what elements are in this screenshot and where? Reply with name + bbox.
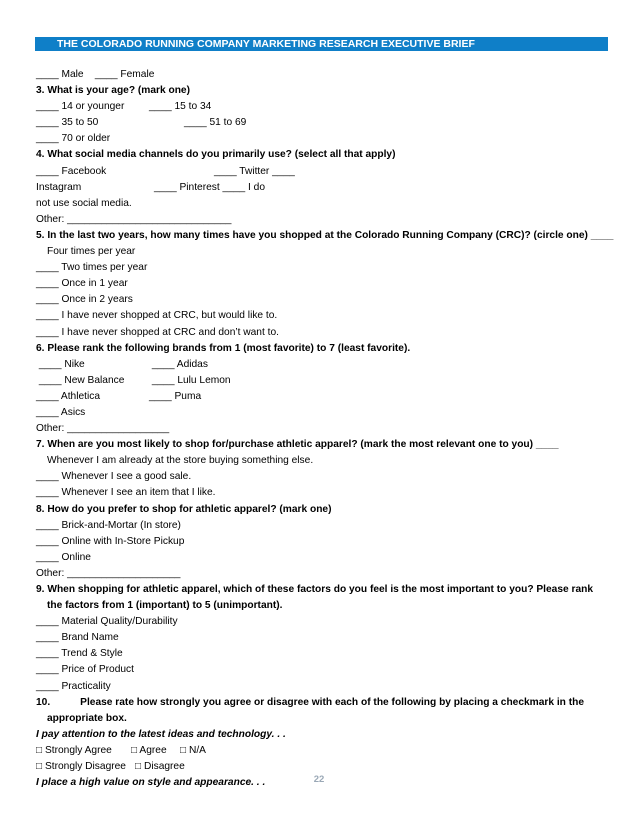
q10-rating-row-1 [36, 743, 606, 759]
q4-pinterest-option: ____ Pinterest ____ I do [154, 181, 266, 193]
q4-row-2 [36, 180, 606, 196]
q10-question-block [36, 695, 606, 727]
q5-option: ____ I have never shopped at CRC and don’t want to. [36, 326, 279, 338]
q4-none-continued: not use social media. [36, 197, 132, 209]
q5-option: ____ I have never shopped at CRC, but would like to. [36, 310, 278, 322]
q10-agree-option: □ Agree [131, 744, 167, 756]
q5-option: ____ Once in 1 year [36, 278, 128, 290]
q3-question: 3. What is your age? (mark one) [36, 85, 190, 97]
document-header-banner: THE COLORADO RUNNING COMPANY MARKETING RESEARCH EXECUTIVE BRIEF [35, 37, 608, 51]
q6-brand-row [36, 389, 606, 405]
q7-question: 7. When are you most likely to shop for/purchase athletic apparel? (mark the most relevant one to you) ____ [36, 439, 559, 451]
q6-question: 6. Please rank the following brands from 1 (most favorite) to 7 (least favorite). [36, 342, 411, 354]
q5-option: ____ Two times per year [36, 262, 148, 274]
q4-twitter-option: ____ Twitter ____ [214, 165, 295, 177]
q4-question: 4. What social media channels do you primarily use? (select all that apply) [36, 149, 396, 161]
q10-statement-1: I pay attention to the latest ideas and technology. . . [36, 728, 286, 740]
q6-other-field: Other: __________________ [36, 423, 170, 435]
q6-brand-option: ____ Nike [38, 358, 85, 370]
q5-question-continued: Four times per year [47, 246, 136, 258]
q5-option: ____ Once in 2 years [36, 294, 133, 306]
q5-question: 5. In the last two years, how many times have you shopped at the Colorado Running Company (CRC)? (circle one) ____ [36, 229, 614, 241]
q3-option: ____ 51 to 69 [184, 117, 247, 129]
q6-brand-option: ____ Athletica [36, 390, 101, 402]
q9-option: ____ Trend & Style [36, 648, 123, 660]
q10-statement-2: I place a high value on style and appearance. . . [36, 777, 266, 789]
q10-rating-row-2 [36, 759, 606, 775]
q6-brand-row [36, 357, 606, 373]
page-number: 22 [313, 774, 325, 785]
q7-option: ____ Whenever I see a good sale. [36, 471, 192, 483]
q4-other-field: Other: _____________________________ [36, 213, 232, 225]
q3-option: ____ 70 or older [36, 133, 111, 145]
gender-male-option: ____ Male [36, 69, 84, 80]
q3-row-1 [36, 99, 606, 115]
q10-number: 10. [36, 696, 51, 708]
q6-brand-option: ____ Adidas [151, 358, 208, 370]
gender-female-option: ____ Female [94, 69, 155, 80]
q8-option: ____ Online with In-Store Pickup [36, 535, 185, 547]
q7-question-continued: Whenever I am already at the store buying something else. [47, 455, 314, 467]
q6-brand-option: ____ Lulu Lemon [151, 374, 231, 386]
q4-instagram-option: Instagram [36, 181, 82, 193]
q9-option: ____ Price of Product [36, 664, 134, 676]
q6-brand-option: ____ New Balance [38, 374, 125, 386]
q9-option: ____ Brand Name [36, 632, 119, 644]
q3-option: ____ 14 or younger [36, 101, 125, 113]
q9-option: ____ Material Quality/Durability [36, 616, 178, 628]
q3-option: ____ 15 to 34 [149, 101, 212, 113]
q9-option: ____ Practicality [36, 680, 111, 692]
q8-option: ____ Brick-and-Mortar (In store) [36, 519, 181, 531]
q7-option: ____ Whenever I see an item that I like. [36, 487, 216, 499]
q3-option: ____ 35 to 50 [36, 117, 99, 129]
q3-row-2 [36, 115, 606, 131]
q10-strongly-agree-option: □ Strongly Agree [36, 744, 112, 756]
q10-disagree-option: □ Disagree [135, 761, 185, 773]
survey-content [36, 67, 614, 791]
q10-question: Please rate how strongly you agree or disagree with each of the following by placing a checkmark in the appropriate box. [47, 696, 585, 724]
q8-option: ____ Online [36, 551, 91, 563]
q10-strongly-disagree-option: □ Strongly Disagree [36, 761, 126, 773]
q9-question: 9. When shopping for athletic apparel, which of these factors do you feel is the most important to you? Please rank the factors from 1 (important) to 5 (unimportant). [36, 584, 594, 612]
q10-na-option: □ N/A [180, 744, 206, 756]
q4-row-1 [36, 164, 606, 180]
q6-brand-row [36, 373, 606, 389]
q6-asics-option: ____ Asics [36, 406, 86, 418]
q8-question: 8. How do you prefer to shop for athletic apparel? (mark one) [36, 503, 332, 515]
q6-brand-option: ____ Puma [149, 390, 202, 402]
q4-facebook-option: ____ Facebook [36, 165, 107, 177]
q8-other-field: Other: ____________________ [36, 567, 181, 579]
gender-line [36, 67, 606, 83]
